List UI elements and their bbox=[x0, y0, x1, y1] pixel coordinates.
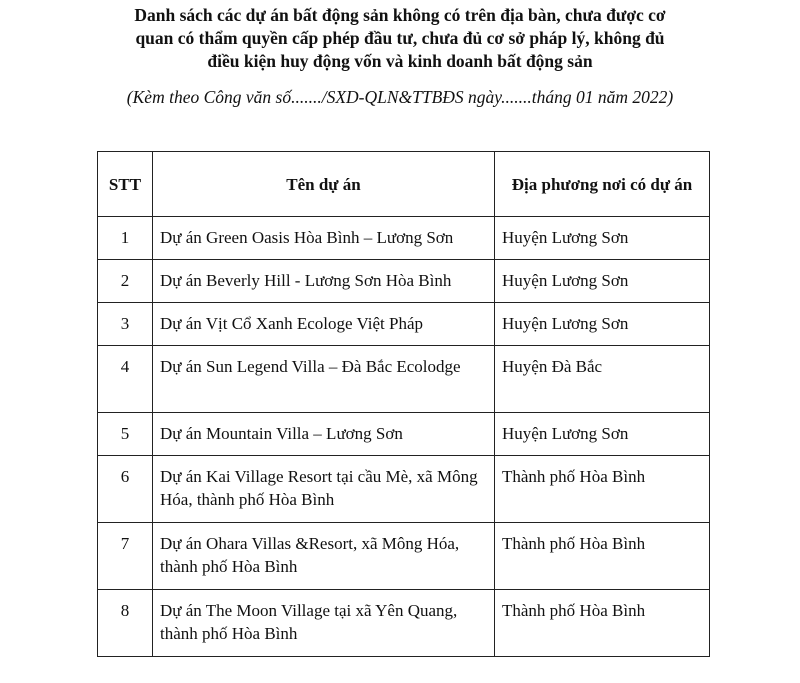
row-project-name: Dự án Mountain Villa – Lương Sơn bbox=[153, 413, 495, 456]
document-title bbox=[60, 4, 740, 73]
row-location: Huyện Đà Bắc bbox=[495, 346, 710, 413]
row-stt: 4 bbox=[98, 346, 153, 413]
table-row bbox=[98, 346, 710, 413]
table-row bbox=[98, 260, 710, 303]
row-stt: 2 bbox=[98, 260, 153, 303]
row-location: Huyện Lương Sơn bbox=[495, 303, 710, 346]
header-location: Địa phương nơi có dự án bbox=[495, 152, 710, 217]
row-location: Huyện Lương Sơn bbox=[495, 217, 710, 260]
row-location: Thành phố Hòa Bình bbox=[495, 590, 710, 657]
table-row bbox=[98, 413, 710, 456]
row-location: Huyện Lương Sơn bbox=[495, 260, 710, 303]
row-stt: 1 bbox=[98, 217, 153, 260]
row-project-name: Dự án Beverly Hill - Lương Sơn Hòa Bình bbox=[153, 260, 495, 303]
table-row bbox=[98, 590, 710, 657]
row-project-name: Dự án Ohara Villas &Resort, xã Mông Hóa, thành phố Hòa Bình bbox=[153, 523, 495, 590]
row-stt: 8 bbox=[98, 590, 153, 657]
row-stt: 6 bbox=[98, 456, 153, 523]
table-header-row bbox=[98, 152, 710, 217]
table-row bbox=[98, 456, 710, 523]
row-project-name: Dự án Kai Village Resort tại cầu Mè, xã Mông Hóa, thành phố Hòa Bình bbox=[153, 456, 495, 523]
table-row bbox=[98, 217, 710, 260]
row-stt: 3 bbox=[98, 303, 153, 346]
row-project-name: Dự án Sun Legend Villa – Đà Bắc Ecolodge bbox=[153, 346, 495, 413]
row-project-name: Dự án Vịt Cổ Xanh Ecologe Việt Pháp bbox=[153, 303, 495, 346]
document-title-line: quan có thẩm quyền cấp phép đầu tư, chưa đủ cơ sở pháp lý, không đủ bbox=[135, 28, 665, 48]
header-stt: STT bbox=[98, 152, 153, 217]
document-subtitle: (Kèm theo Công văn số......./SXD-QLN&TTBĐS ngày.......tháng 01 năm 2022) bbox=[126, 87, 674, 107]
row-stt: 5 bbox=[98, 413, 153, 456]
projects-table bbox=[97, 151, 710, 657]
row-project-name: Dự án The Moon Village tại xã Yên Quang, thành phố Hòa Bình bbox=[153, 590, 495, 657]
row-location: Huyện Lương Sơn bbox=[495, 413, 710, 456]
row-project-name: Dự án Green Oasis Hòa Bình – Lương Sơn bbox=[153, 217, 495, 260]
document-title-line: điều kiện huy động vốn và kinh doanh bất động sản bbox=[207, 51, 593, 71]
table-row bbox=[98, 523, 710, 590]
row-location: Thành phố Hòa Bình bbox=[495, 456, 710, 523]
document-title-line: Danh sách các dự án bất động sản không có trên địa bàn, chưa được cơ bbox=[134, 5, 666, 25]
row-stt: 7 bbox=[98, 523, 153, 590]
row-location: Thành phố Hòa Bình bbox=[495, 523, 710, 590]
table-row bbox=[98, 303, 710, 346]
header-project-name: Tên dự án bbox=[153, 152, 495, 217]
